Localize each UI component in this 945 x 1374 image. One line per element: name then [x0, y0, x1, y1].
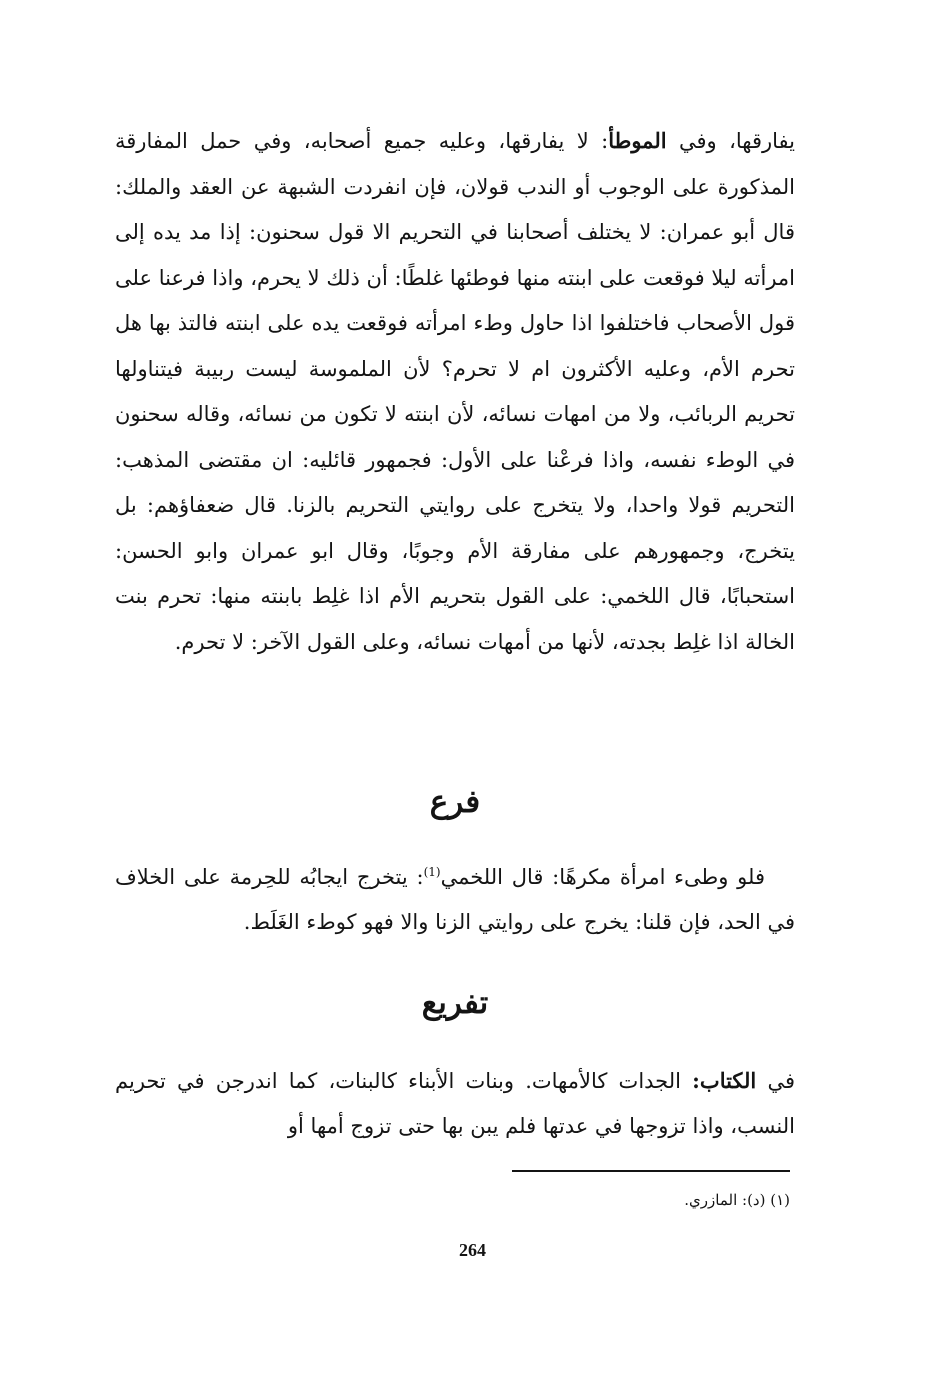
section-heading-far: فرع	[429, 784, 481, 820]
section-heading-tafri: تفريع	[421, 985, 489, 1021]
paragraph-lead-bold: الموطأ	[608, 128, 667, 153]
footnote: (١) (د): المازري.	[684, 1191, 790, 1209]
paragraph-main	[115, 118, 795, 665]
footnote-divider	[512, 1170, 790, 1172]
paragraph-lead-bold: الكتاب:	[692, 1068, 757, 1093]
page-number: 264	[459, 1240, 486, 1260]
paragraph-lead: يفارقها، وفي	[666, 129, 795, 153]
paragraph-tafri	[115, 1058, 795, 1149]
paragraph-text: : لا يفارقها، وعليه جميع أصحابه، وفي حمل المفارقة المذكورة على الوجوب أو الندب قولان، فإن انفردت الشبهة عن العقد والملك: قال أبو عمران: لا يختلف أصحابنا في التحريم الا قول سحنون: إذا مد يده إلى امرأته ليلا فوقعت على ابنته منها فوطئها غلطًا: أن ذلك لا يحرم، واذا فرعنا على قول الأصحاب فاختلفوا اذا حاول وطء امرأته فوقعت يده على ابنته فالتذ بها هل تحرم الأم، وعليه الأكثرون ام لا تحرم؟ لأن الملموسة ليست ربيبة فيتناولها تحريم الربائب، ولا من امهات نسائه، لأن ابنته لا تكون من نسائه، وقاله سحنون في الوطء نفسه، واذا فرعْنا على الأول: فجمهور قائليه: ان مقتضى المذهب: التحريم قولا واحدا، ولا يتخرج على روايتي التحريم بالزنا. قال ضعفاؤهم: بل يتخرج، وجمهورهم على مفارقة الأم وجوبًا، وقال ابو عمران وابو الحسن: استحبابًا، قال اللخمي: على القول بتحريم الأم اذا غلِط بابنته منها: تحرم بنت الخالة اذا غلِط بجدته، لأنها من أمهات نسائه، وعلى القول الآخر: لا تحرم.	[115, 129, 795, 654]
paragraph-far	[115, 850, 795, 945]
paragraph-text: الجدات كالأمهات. وبنات الأبناء كالبنات، كما اندرجن في تحريم النسب، واذا تزوجها في عدتها فلم يبن بها حتى تزوج أمها أو	[115, 1069, 795, 1138]
paragraph-text-before: فلو وطىء امرأة مكرهًا: قال اللخمي	[440, 865, 765, 889]
footnote-reference: (1)	[423, 865, 441, 879]
paragraph-lead: في	[756, 1069, 796, 1093]
paragraph-text-after: : يتخرج ايجابُه للحِرمة على الخلاف في الحد، فإن قلنا: يخرج على روايتي الزنا والا فهو كوطء الغَلَط.	[115, 865, 795, 934]
